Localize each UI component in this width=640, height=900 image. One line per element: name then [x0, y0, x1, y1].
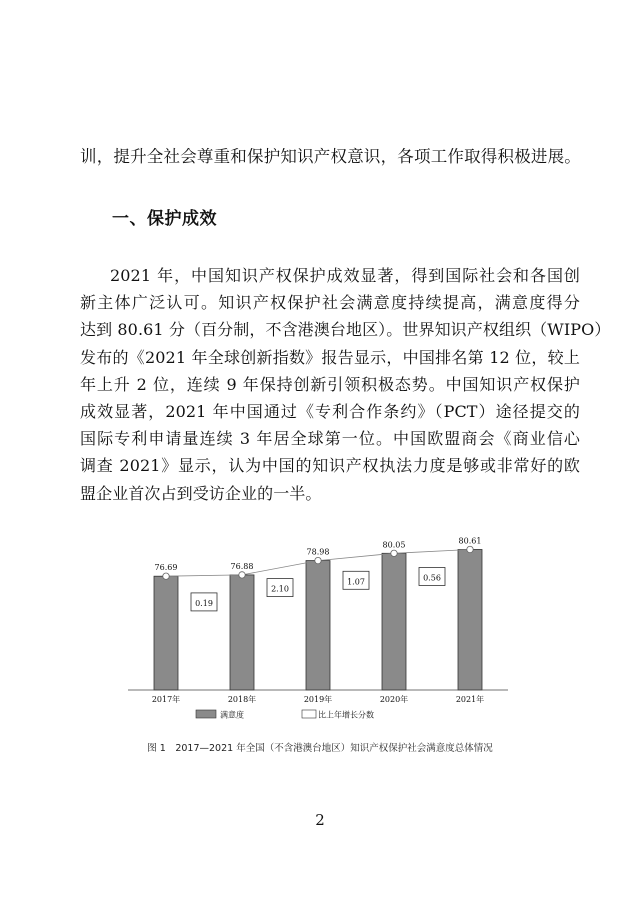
chart-canvas	[118, 530, 518, 730]
intro-paragraph-line: 训，提升全社会尊重和保护知识产权意识，各项工作取得积极进展。	[80, 147, 581, 166]
section-heading: 一、保护成效	[112, 209, 217, 229]
body-line: 2021 年，中国知识产权保护成效显著，得到国际社会和各国创	[110, 266, 580, 285]
body-paragraph	[80, 262, 611, 507]
satisfaction-value-label: 78.98	[306, 547, 330, 557]
satisfaction-bar	[382, 553, 406, 690]
increase-label: 2.10	[271, 584, 289, 594]
satisfaction-bar	[230, 575, 254, 690]
satisfaction-bar	[306, 561, 330, 690]
x-tick-label: 2018年	[227, 695, 257, 704]
trend-point	[391, 550, 397, 556]
satisfaction-value-label: 80.05	[382, 540, 406, 550]
trend-point	[315, 557, 321, 563]
trend-point	[467, 546, 473, 552]
body-line: 成效显著，2021 年中国通过《专利合作条约》（PCT）途径提交的	[80, 402, 580, 422]
body-line: 发布的《2021 年全球创新指数》报告显示，中国排名第 12 位，较上	[80, 347, 580, 367]
satisfaction-value-label: 76.88	[230, 561, 254, 571]
legend-swatch-increase	[302, 710, 316, 718]
legend-label-increase: 比上年增长分数	[318, 710, 374, 720]
increase-label: 0.56	[423, 573, 441, 583]
body-line: 新主体广泛认可。知识产权保护社会满意度持续提高，满意度得分	[80, 293, 580, 313]
satisfaction-value-label: 80.61	[458, 536, 482, 546]
x-tick-label: 2020年	[379, 695, 409, 704]
satisfaction-bar	[154, 576, 178, 690]
x-tick-label: 2021年	[455, 695, 485, 704]
trend-point	[239, 572, 245, 578]
trend-point	[163, 573, 169, 579]
body-line: 调查 2021》显示，认为中国的知识产权执法力度是够或非常好的欧	[80, 456, 580, 476]
legend-swatch-satisfaction	[196, 710, 216, 718]
increase-label: 0.19	[195, 598, 213, 608]
body-line: 国际专利申请量连续 3 年居全球第一位。中国欧盟商会《商业信心	[80, 429, 580, 449]
x-tick-label: 2019年	[303, 695, 333, 704]
satisfaction-chart	[118, 530, 518, 730]
page-number: 2	[315, 811, 325, 829]
satisfaction-value-label: 76.69	[154, 563, 178, 573]
body-line: 达到 80.61 分（百分制，不含港澳台地区）。世界知识产权组织（WIPO）	[80, 320, 611, 340]
body-line: 年上升 2 位，连续 9 年保持创新引领积极态势。中国知识产权保护	[80, 374, 580, 394]
figure-caption: 图 1 2017—2021 年全国（不含港澳台地区）知识产权保护社会满意度总体情况	[147, 743, 493, 754]
satisfaction-bar	[458, 549, 482, 690]
body-line: 盟企业首次占到受访企业的一半。	[80, 483, 322, 503]
x-tick-label: 2017年	[151, 695, 181, 704]
legend-label-satisfaction: 满意度	[220, 710, 244, 720]
increase-label: 1.07	[347, 577, 365, 587]
